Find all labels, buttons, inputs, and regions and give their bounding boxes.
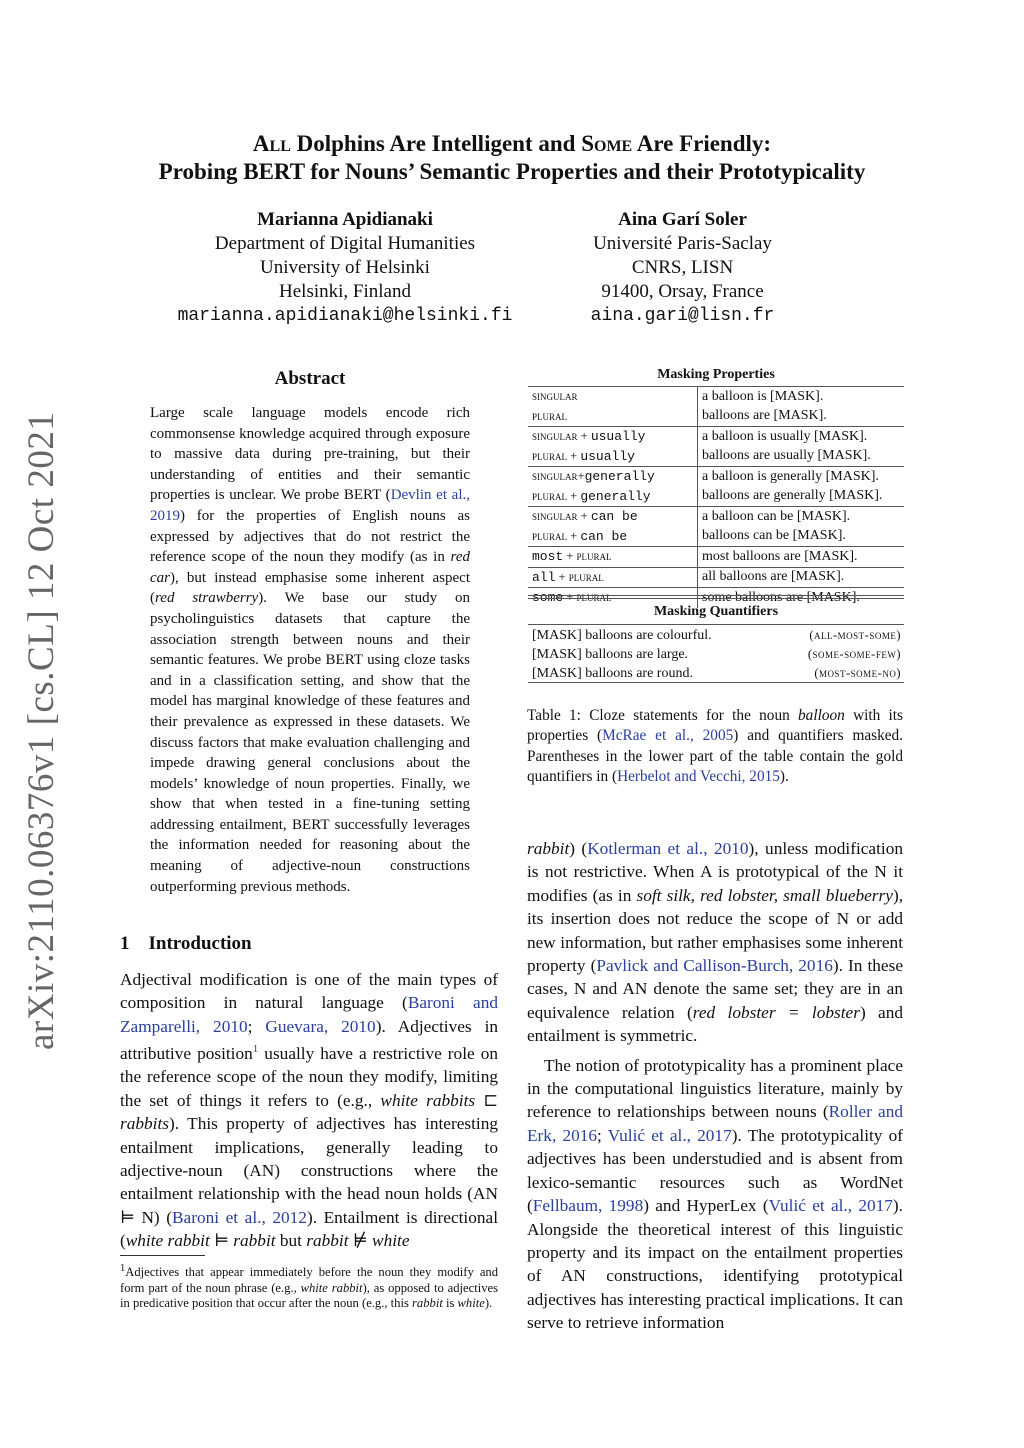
table-cell-pattern: plural + usually	[528, 447, 698, 467]
table-cell-pattern: singular + can be	[528, 507, 698, 527]
author-inst: CNRS, LISN	[631, 257, 734, 278]
table-cell-pattern: most + plural	[528, 547, 698, 568]
section-heading: 1 Introduction	[120, 933, 252, 954]
quantifiers-table	[528, 626, 904, 683]
table-cell-sentence: balloons are [MASK].	[702, 408, 827, 423]
citation-link[interactable]: Vulić et al., 2017	[768, 1196, 893, 1216]
table-cell-pattern: plural	[528, 407, 698, 427]
table-heading-quantifiers: Masking Quantifiers	[653, 604, 779, 619]
table-row: [MASK] balloons are colourful. (all-most-some)	[532, 628, 901, 643]
citation-link[interactable]: Pavlick and Callison-Burch, 2016	[596, 956, 833, 976]
table-heading-properties: Masking Properties	[657, 367, 775, 382]
right-column-text	[527, 837, 903, 1335]
table-row	[528, 567, 904, 588]
author-loc: 91400, Orsay, France	[601, 281, 764, 302]
table-row	[528, 507, 904, 527]
table-cell-pattern: singular+generally	[528, 467, 698, 487]
table-cell-sentence: a balloon is generally [MASK].	[698, 467, 905, 487]
table-rule	[528, 595, 904, 596]
abstract-body: Large scale language models encode rich commonsense knowledge acquired through exposure to massive data during pre-training, but their understanding of entities and their semantic properties is unclear. We probe BERT (Devlin et al., 2019) for the properties of English nouns as expressed by adjectives that do not restrict the reference scope of the noun they modify (as in red car), but instead emphasise some inherent aspect (red strawberry). We base our study on psycholinguistics datasets that capture the association strength between nouns and their semantic features. We probe BERT using cloze tasks and in a classification setting, and show that the model has marginal knowledge of these features and their prevalence as expressed in these datasets. We discuss factors that make evaluation challenging and impede drawing general conclusions about the models’ knowledge of noun properties. Finally, we show that when tested in a fine-tuning setting addressing entailment, BERT successfully leverages the information needed for reasoning about the meaning of adjective-noun constructions outperforming previous methods.	[150, 405, 470, 895]
citation-link[interactable]: Fellbaum, 1998	[532, 1196, 644, 1216]
table-row: [MASK] balloons are large. (some-some-few)	[532, 647, 901, 662]
paragraph: The notion of prototypicality has a prominent place in the computational linguistics literature, mainly by reference to relationships between nouns (Roller and Erk, 2016; Vulić et al., 2017). The prototypicality of adjectives has been understudied and is absent from lexico-semantic resources such as WordNet (Fellbaum, 1998) and HyperLex (Vulić et al., 2017). Alongside the theoretical interest of this linguistic property and its impact on the entailment properties of AN constructions, identifying prototypical adjectives has interesting practical implications. It can serve to retrieve information	[527, 1055, 904, 1333]
citation-link[interactable]: Baroni and Zamparelli, 2010	[120, 993, 498, 1036]
citation-link[interactable]: Baroni et al., 2012	[172, 1207, 307, 1227]
citation-link[interactable]: Guevara, 2010	[265, 1016, 376, 1036]
paper-title-line1: All Dolphins Are Intelligent and Some Are Friendly:	[252, 131, 772, 156]
paragraph: rabbit) (Kotlerman et al., 2010), unless modification is not restrictive. When A is prototypical of the N it modifies (as in soft silk, red lobster, small blueberry), its insertion does not reduce the scope of N or add new information, but rather emphasises some inherent property (Pavlick and Callison-Burch, 2016). In these cases, N and AN denote the same set; they are in an equivalence relation (red lobster = lobster) and entailment is symmetric.	[527, 839, 904, 1046]
author-block-1	[130, 208, 560, 328]
author-name: Aina Garí Soler	[618, 209, 747, 230]
table-cell-sentence: all balloons are [MASK].	[698, 567, 905, 588]
table-cell-pattern: plural + can be	[528, 527, 698, 547]
table-rule	[528, 682, 904, 683]
citation-link[interactable]: Herbelot and Vecchi, 2015	[617, 768, 780, 786]
table-caption: Table 1: Cloze statements for the noun balloon with its properties (McRae et al., 2005) and quantifiers masked. Parentheses in the lower part of the table contain the gold quantifiers in (Herbelot and Vecchi, 2015).	[527, 707, 904, 786]
table-cell-pattern: some + plural	[528, 588, 698, 608]
table-row	[528, 547, 904, 568]
author-block-2	[560, 208, 805, 328]
abstract-heading: Abstract	[274, 368, 346, 389]
footnote-rule	[120, 1255, 205, 1256]
citation-link[interactable]: Roller and Erk, 2016	[527, 1102, 904, 1145]
author-dept: Université Paris-Saclay	[593, 233, 772, 254]
paper-title-line2: Probing BERT for Nouns’ Semantic Properties and their Prototypicality	[158, 159, 866, 184]
table-rule	[528, 598, 904, 599]
table-row	[528, 407, 904, 427]
citation-link[interactable]: Kotlerman et al., 2010	[587, 839, 749, 858]
table-row	[528, 467, 904, 487]
citation-link[interactable]: Devlin et al., 2019	[150, 487, 470, 524]
table-cell-pattern: singular	[528, 387, 698, 407]
citation-link[interactable]: McRae et al., 2005	[602, 727, 734, 745]
table-cell-pattern: all + plural	[528, 567, 698, 588]
intro-paragraph: Adjectival modification is one of the main types of composition in natural language (Baroni and Zamparelli, 2010; Guevara, 2010). Adjectives in attributive position$^1$ usually have a restrictive role on the reference scope of the noun they modify, limiting the set of things it refers to (e.g., white rabbits ⊏ rabbits). This property of adjectives has interesting entailment implications, generally leading to adjective-noun (AN) constructions where the entailment relationship with the head noun holds (AN ⊨ N) (Baroni et al., 2012). Entailment is directional (white rabbit ⊨ rabbit but rabbit ⊭ white	[120, 970, 499, 1251]
author-email[interactable]: marianna.apidianaki@helsinki.fi	[177, 306, 513, 326]
table-row	[528, 387, 904, 407]
table-cell-pattern: plural + generally	[528, 487, 698, 507]
table-cell-sentence: a balloon can be [MASK].	[698, 507, 905, 527]
table-cell-sentence: a balloon is [MASK].	[698, 387, 905, 407]
properties-table	[528, 386, 904, 608]
table-row	[528, 447, 904, 467]
table-row	[528, 427, 904, 447]
citation-link[interactable]: Vulić et al., 2017	[607, 1125, 732, 1145]
table-row	[528, 527, 904, 547]
table-cell-sentence: some balloons are [MASK].	[698, 588, 905, 608]
table-cell-sentence: balloons are usually [MASK].	[702, 448, 871, 463]
footnote: $^1$Adjectives that appear immediately before the noun they modify and form part of the noun phrase (e.g., white rabbit), as opposed to adjectives in predicative position that occur after the noun (e.g., this rabbit is white).	[120, 1263, 498, 1311]
author-email[interactable]: aina.gari@lisn.fr	[590, 306, 775, 326]
table-cell-sentence: most balloons are [MASK].	[698, 547, 905, 568]
table-row	[528, 487, 904, 507]
arxiv-identifier: arXiv:2110.06376v1 [cs.CL] 12 Oct 2021	[21, 411, 62, 1050]
table-cell-sentence: balloons can be [MASK].	[702, 528, 846, 543]
author-inst: University of Helsinki	[260, 257, 430, 278]
footnote-marker[interactable]: 1	[252, 1043, 259, 1056]
table-row: [MASK] balloons are round. (most-some-no)	[532, 666, 901, 681]
table-cell-sentence: a balloon is usually [MASK].	[698, 427, 905, 447]
author-loc: Helsinki, Finland	[279, 281, 411, 302]
table-cell-pattern: singular + usually	[528, 427, 698, 447]
table-cell-sentence: balloons are generally [MASK].	[702, 488, 883, 503]
author-name: Marianna Apidianaki	[257, 209, 433, 230]
table-rule	[528, 624, 904, 625]
author-dept: Department of Digital Humanities	[214, 233, 476, 254]
